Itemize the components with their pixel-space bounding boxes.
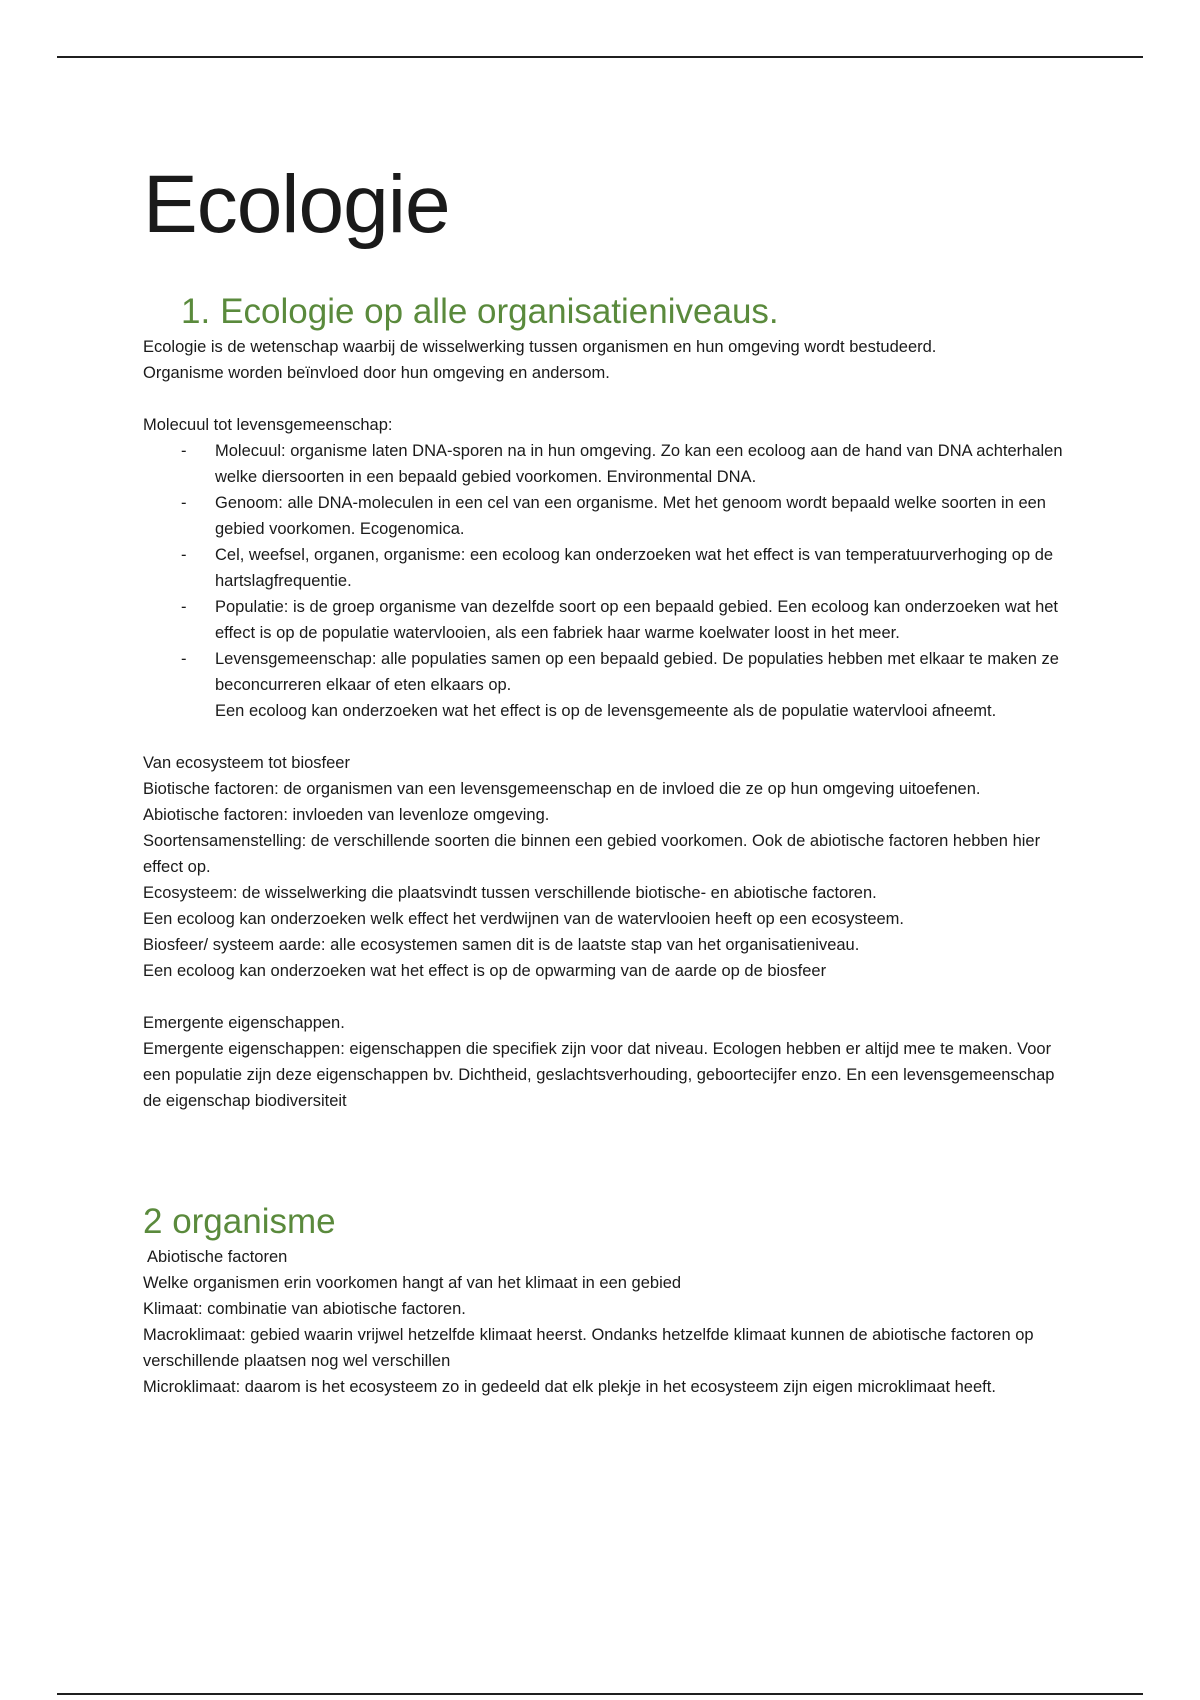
eco-line: Een ecoloog kan onderzoeken welk effect het verdwijnen van de watervlooien heeft op een ecosysteem. <box>143 910 905 928</box>
emergent-text: Emergente eigenschappen: eigenschappen die specifiek zijn voor dat niveau. Ecologen hebben er altijd mee te maken. Voor een populatie zijn deze eigenschappen bv. Dichtheid, geslachtsverhouding, geboortecijfer enzo. En een levensgemeenschap de eigenschap biodiversiteit <box>143 1040 1055 1110</box>
document-title: Ecologie <box>143 159 450 250</box>
section-2-line: Klimaat: combinatie van abiotische factoren. <box>143 1300 466 1318</box>
eco-heading: Van ecosysteem tot biosfeer <box>143 754 350 772</box>
section-1-heading <box>143 290 1063 334</box>
organisation-levels-list <box>143 438 1063 724</box>
footer-rule <box>57 1693 1143 1695</box>
eco-line: Abiotische factoren: invloeden van levenloze omgeving. <box>143 806 550 824</box>
header-rule <box>57 56 1143 58</box>
section-2-line: Macroklimaat: gebied waarin vrijwel hetzelfde klimaat heerst. Ondanks hetzelfde klimaat kunnen de abiotische factoren op verschillende plaatsen nog wel verschillen <box>143 1326 1034 1370</box>
list-heading: Molecuul tot levensgemeenschap: <box>143 416 393 434</box>
eco-line: Biosfeer/ systeem aarde: alle ecosystemen samen dit is de laatste stap van het organisatieniveau. <box>143 936 860 954</box>
intro-paragraph-2: Organisme worden beïnvloed door hun omgeving en andersom. <box>143 364 610 382</box>
section-2-line: Microklimaat: daarom is het ecosysteem zo in gedeeld dat elk plekje in het ecosysteem zijn eigen microklimaat heeft. <box>143 1378 996 1396</box>
list-item: - Genoom: alle DNA-moleculen in een cel van een organisme. Met het genoom wordt bepaald welke soorten in een gebied voorkomen. Ecogenomica. <box>181 494 1046 538</box>
section-2-subheading: Abiotische factoren <box>147 1248 288 1266</box>
eco-line: Een ecoloog kan onderzoeken wat het effect is op de opwarming van de aarde op de biosfeer <box>143 962 827 980</box>
eco-line: Biotische factoren: de organismen van een levensgemeenschap en de invloed die ze op hun omgeving uitoefenen. <box>143 780 981 798</box>
section-2-heading: 2 organisme <box>143 1202 336 1241</box>
emergent-heading: Emergente eigenschappen. <box>143 1014 345 1032</box>
intro-paragraph-1: Ecologie is de wetenschap waarbij de wisselwerking tussen organismen en hun omgeving wordt bestudeerd. <box>143 338 937 356</box>
section-2-line: Welke organismen erin voorkomen hangt af van het klimaat in een gebied <box>143 1274 682 1292</box>
list-item: - Levensgemeenschap: alle populaties samen op een bepaald gebied. De populaties hebben met elkaar te maken ze beconcurreren elkaar of eten elkaars op. Een ecoloog kan onderzoeken wat het effect is op de levensgemeente als de populatie watervlooi afneemt. <box>181 650 1059 720</box>
list-item: - Molecuul: organisme laten DNA-sporen na in hun omgeving. Zo kan een ecoloog aan de hand van DNA achterhalen welke diersoorten in een bepaald gebied voorkomen. Environmental DNA. <box>181 442 1063 486</box>
eco-line: Soortensamenstelling: de verschillende soorten die binnen een gebied voorkomen. Ook de abiotische factoren hebben hier effect op. <box>143 832 1041 876</box>
list-item: - Populatie: is de groep organisme van dezelfde soort op een bepaald gebied. Een ecoloog kan onderzoeken wat het effect is op de populatie watervlooien, als een fabriek haar warme koelwater loost in het meer. <box>181 598 1059 642</box>
document-body <box>143 150 1063 1400</box>
section-1-title: Ecologie op alle organisatieniveaus. <box>220 292 779 331</box>
list-item: - Cel, weefsel, organen, organisme: een ecoloog kan onderzoeken wat het effect is van temperatuurverhoging op de hartslagfrequentie. <box>181 546 1054 590</box>
section-1-number: 1. <box>181 292 211 331</box>
eco-line: Ecosysteem: de wisselwerking die plaatsvindt tussen verschillende biotische- en abiotische factoren. <box>143 884 877 902</box>
list-item-extra: Een ecoloog kan onderzoeken wat het effect is op de levensgemeente als de populatie watervlooi afneemt. <box>215 702 997 720</box>
